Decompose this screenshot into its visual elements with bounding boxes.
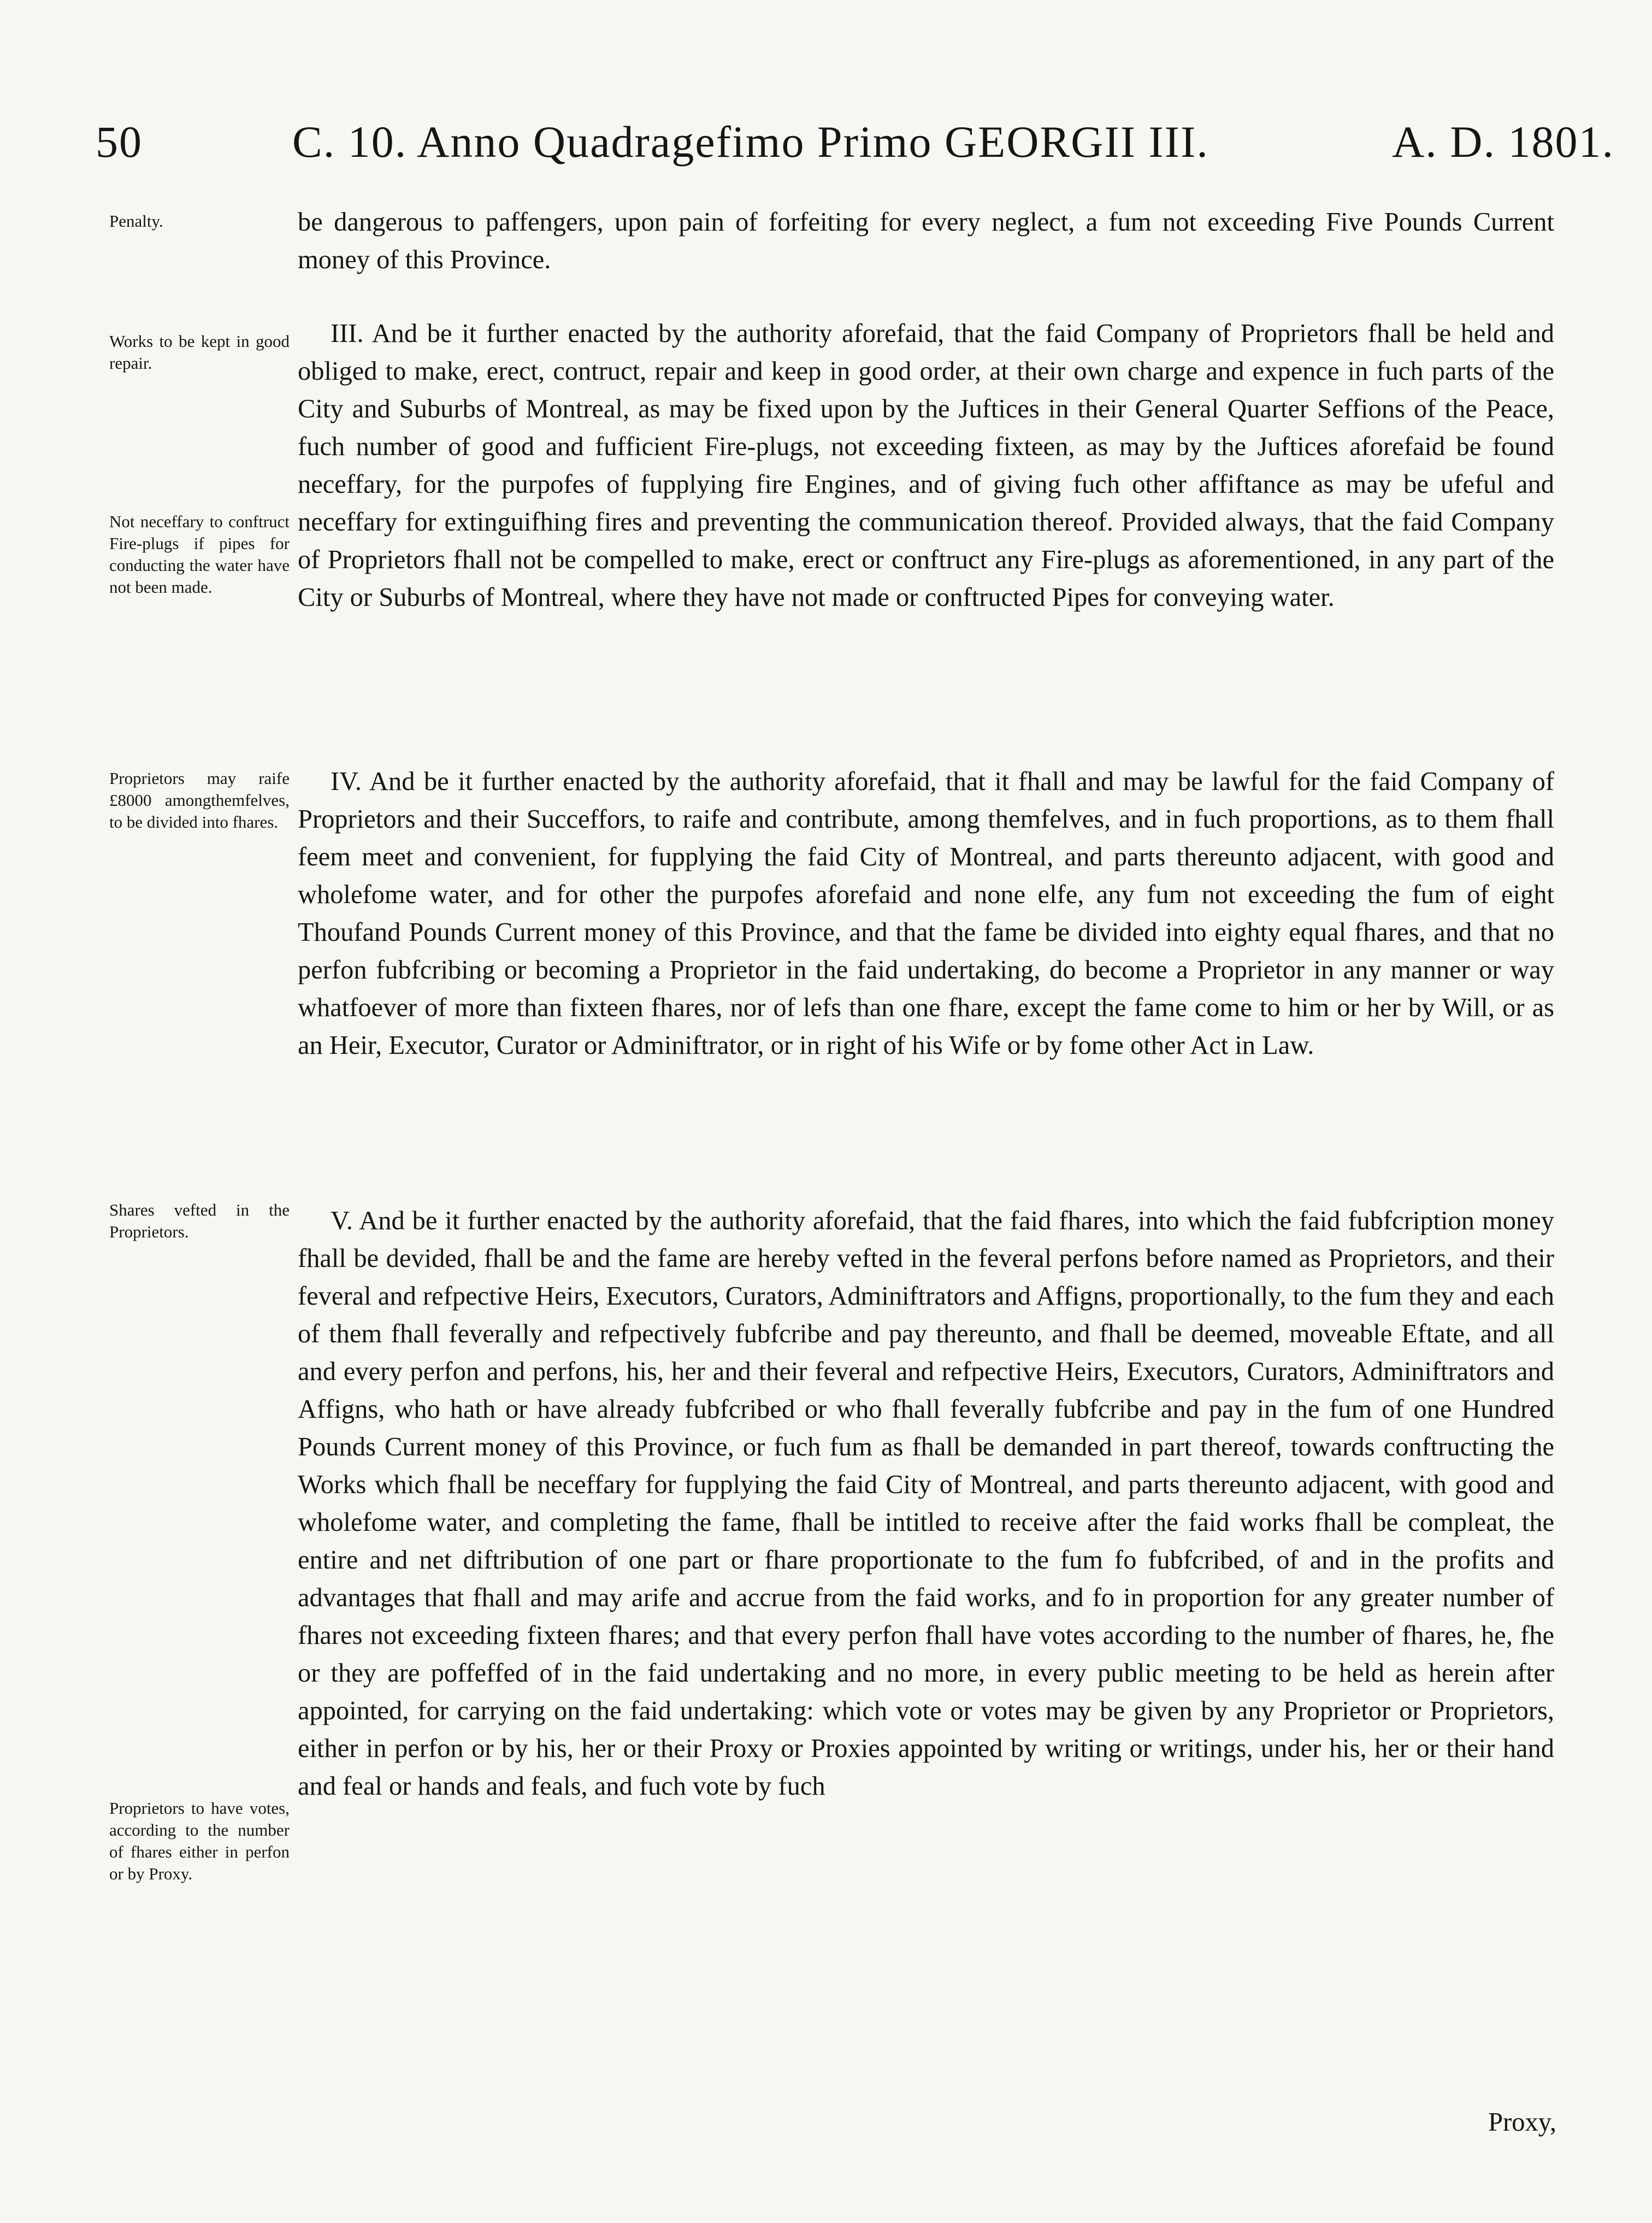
paragraph-section-v <box>298 1202 1554 1805</box>
margin-note-works-repair: Works to be kept in good repair. <box>109 332 290 373</box>
section-v-text: V. And be it further enacted by the authority aforefaid, that the faid fhares, into which the faid fubfcription money fhall be devided, fhall be and the fame are hereby vefted in the feveral perfons before named as Proprietors, and their feveral and refpective Heirs, Executors, Curators, Adminiftrators and Affigns, proportionally, to the fum they and each of them fhall feverally and refpectively fubfcribe and pay thereunto, and fhall be deemed, moveable Eftate, and all and every perfon and perfons, his, her and their feveral and refpective Heirs, Executors, Curators, Adminiftrators and Affigns, who hath or have already fubfcribed or who fhall feverally fubfcribe and pay in the fum of one Hundred Pounds Current money of this Province, or fuch fum as fhall be demanded in part thereof, towards conftructing the Works which fhall be neceffary for fupplying the faid City of Montreal, and parts thereunto adjacent, with good and wholefome water, and completing the fame, fhall be intitled to receive after the faid works fhall be compleat, the entire and net diftribution of one part or fhare proportionate to the fum fo fubfcribed, of and in the profits and advantages that fhall and may arife and accrue from the faid works, and fo in proportion for any greater number of fhares not exceeding fixteen fhares; and that every perfon fhall have votes according to the number of fhares, he, fhe or they are poffeffed of in the faid undertaking and no more, in every public meeting to be held as herein after appointed, for carrying on the faid undertaking: which vote or votes may be given by any Proprietor or Proprietors, either in perfon or by his, her or their Proxy or Proxies appointed by writing or writings, under his, her or their hand and feal or hands and feals, and fuch vote by fuch <box>298 1206 1554 1801</box>
paragraph-continuation: be dangerous to paffengers, upon pain of forfeiting for every neglect, a fum not exceeding Five Pounds Current money of this Province. <box>298 208 1554 274</box>
margin-note-proprietors-votes: Proprietors to have votes, according to the number of fhares either in perfon or by Proxy. <box>109 1799 290 1883</box>
margin-note-not-necessary: Not neceffary to conftruct Fire-plugs if pipes for conducting the water have not been made. <box>109 512 290 597</box>
header-year: A. D. 1801. <box>1392 117 1614 167</box>
paragraph-section-iv <box>298 763 1554 1064</box>
margin-note-penalty: Penalty. <box>109 211 163 231</box>
margin-note-shares-vested: Shares vefted in the Proprietors. <box>109 1200 290 1241</box>
section-iii-text: III. And be it further enacted by the authority aforefaid, that the faid Company of Proprietors fhall be held and obliged to make, erect, contruct, repair and keep in good order, at their own charge and expence in fuch parts of the City and Suburbs of Montreal, as may be fixed upon by the Juftices in their General Quarter Seffions of the Peace, fuch number of good and fufficient Fire-plugs, not exceeding fixteen, as may by the Juftices aforefaid be found neceffary, for the purpofes of fupplying fire Engines, and of giving fuch other affiftance as may be ufeful and neceffary for extinguifhing fires and preventing the communication thereof. Provided always, that the faid Company of Proprietors fhall not be compelled to make, erect or conftruct any Fire-plugs as aforementioned, in any part of the City or Suburbs of Montreal, where they have not made or conftructed Pipes for conveying water. <box>298 319 1554 612</box>
paragraph-section-iii <box>298 315 1554 616</box>
catchword: Proxy, <box>1488 2108 1556 2137</box>
running-header <box>96 109 1614 175</box>
header-title: C. 10. Anno Quadragefimo Primo GEORGII III. <box>292 117 1209 167</box>
section-iv-text: IV. And be it further enacted by the authority aforefaid, that it fhall and may be lawful for the faid Company of Proprietors and their Succeffors, to raife and contribute, among themfelves, and in fuch proportions, as to them fhall feem meet and convenient, for fupplying the faid City of Montreal, and parts thereunto adjacent, with good and wholefome water, and for other the purpofes aforefaid and none elfe, any fum not exceeding the fum of eight Thoufand Pounds Current money of this Province, and that the fame be divided into eighty equal fhares, and that no perfon fubfcribing or becoming a Proprietor in the faid undertaking, do become a Proprietor in any manner or way whatfoever of more than fixteen fhares, nor of lefs than one fhare, except the fame come to him or her by Will, or as an Heir, Executor, Curator or Adminiftrator, or in right of his Wife or by fome other Act in Law. <box>298 767 1554 1060</box>
page-number: 50 <box>96 117 143 167</box>
margin-note-proprietors-raise: Proprietors may raife £8000 amongthemfelves, to be divided into fhares. <box>109 769 290 832</box>
